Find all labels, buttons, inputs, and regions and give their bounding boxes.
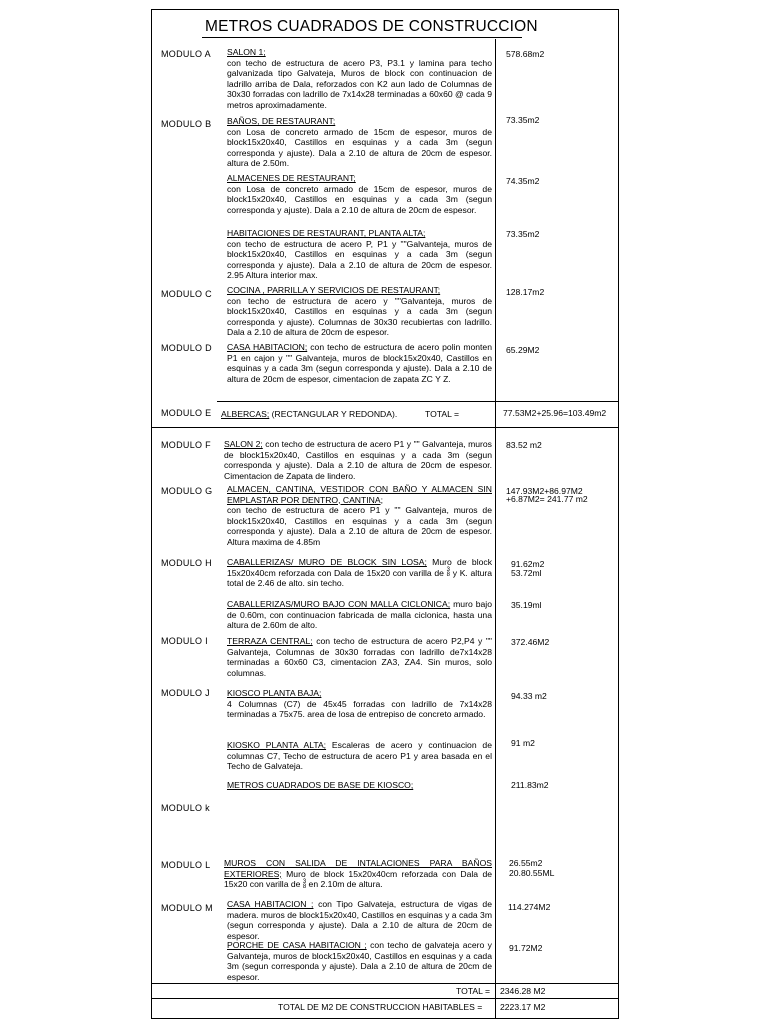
item-kiosco-planta-baja xyxy=(227,688,492,720)
item-description: con techo de estructura de acero P2,P4 y "" Galvanteja, Columnas de 30x30 forradas con ladrillo de7x14x28 terminadas a 60x60 C3, cimentacion ZA3, ZA4. Sin muros, solo columnas. xyxy=(227,636,492,678)
module-label: MODULO F xyxy=(161,440,211,450)
item-length: 35.19ml xyxy=(511,600,542,610)
item-porche xyxy=(227,940,492,982)
item-description: y K. altura total de 2.46 de alto. sin techo. xyxy=(227,567,493,589)
item-heading: CASA HABITACION; xyxy=(227,342,308,352)
module-label: MODULO A xyxy=(161,49,211,59)
item-length: 53.72ml xyxy=(511,568,542,578)
item-description: con techo de estructura de acero P3, P3.1 y lamina para techo galvanizada tipo Galvateja, Muros de block con continuacion de ladrillo arriba de Dala, reforzados con K2 aun lado de Columnas de 30x30 forradas con ladrillo de 7x14x28 terminadas a 60x60 @ cada 9 metros aproximadamente. xyxy=(227,57,492,110)
item-description: con techo de estructura de acero P1 y "" Galvanteja, muros de block15x20x40, Castillos en esquinas y a cada 3m (segun corresponda y ajuste). Dala a 2.10 de altura de 20cm de espesor. Altura maxima de 4.85m xyxy=(227,505,492,547)
item-description: con techo de estructura de acero polin monten P1 en cajon y "" Galvanteja, muros de block15x20x40, Castillos en esquinas y a cada 3m (segun corresponda y ajuste). Dala a 2.10 de altura de 20cm de espesor, cimentacion de zapata ZC Y Z. xyxy=(227,342,492,384)
item-heading: TERRAZA CENTRAL; xyxy=(227,636,313,646)
module-label: MODULO G xyxy=(161,486,213,496)
item-heading: ALMACEN, CANTINA, VESTIDOR CON BAÑO Y ALMACEN SIN EMPLASTAR POR DENTRO, CANTINA; xyxy=(227,484,492,505)
title-underline xyxy=(202,37,522,38)
item-description: con techo de estructura de acero y ""Galvanteja, muros de block15x20x40, Castillos en esquinas y a cada 3m (segun corresponda y ajuste). Columnas de 30x30 recubiertas con ladrillo. Dala a 2.10 de altura de 20cm de espesor. xyxy=(227,295,492,338)
item-casa-habitacion xyxy=(227,342,492,384)
item-terraza xyxy=(227,636,492,678)
item-area: 83.52 m2 xyxy=(506,440,542,450)
item-heading: CABALLERIZAS/MURO BAJO CON MALLA CICLONICA; xyxy=(227,599,451,609)
row-divider xyxy=(217,401,619,402)
item-heading: SALON 2; xyxy=(224,439,263,449)
item-area: 73.35m2 xyxy=(506,115,540,125)
item-description: Muro de block 15x20x40cm reforzada con Dala de 15x20 con varilla de xyxy=(227,557,492,578)
item-area: +6.87M2= 241.77 m2 xyxy=(506,494,588,504)
item-banos xyxy=(227,116,492,169)
item-salon-2 xyxy=(224,439,492,481)
item-area: 26.55m2 xyxy=(509,858,543,868)
item-area: 91 m2 xyxy=(511,738,535,748)
item-heading: KIOSCO PLANTA BAJA; xyxy=(227,688,322,698)
item-area: 91.62m2 xyxy=(511,559,545,569)
albercas-total-label: TOTAL = xyxy=(425,409,459,419)
module-label: MODULO E xyxy=(161,408,212,418)
item-area: 74.35m2 xyxy=(506,176,540,186)
module-label: MODULO L xyxy=(161,860,211,870)
item-caballerizas-malla xyxy=(227,599,492,631)
item-area: 94.33 m2 xyxy=(511,691,547,701)
fraction-denominator: 8 xyxy=(446,572,451,579)
item-area: 77.53M2+25.96=103.49m2 xyxy=(503,408,607,418)
item-description: con Losa de concreto armado de 15cm de espesor, muros de block15x20x40, Castillos en esquinas y a cada 3m (segun corresponda y ajuste). Dala a 2.10 de altura de 20cm de espesor. altura de 2.50m. xyxy=(227,126,492,169)
total-label: TOTAL = xyxy=(456,986,490,996)
item-description: en 2.10m de altura. xyxy=(306,879,383,890)
item-description: con techo de estructura de acero P, P1 y ""Galvanteja, muros de block15x20x40, Castillos en esquinas y a cada 3m (segun corresponda y ajuste). Dala a 2.10 de altura de 20cm de espesor. 2.95 Altura interior max. xyxy=(227,238,492,281)
fraction-numerator: 3 xyxy=(302,878,307,885)
item-heading: PORCHE DE CASA HABITACION ; xyxy=(227,940,367,950)
module-label: MODULO C xyxy=(161,289,212,299)
module-label: MODULO B xyxy=(161,119,212,129)
item-area: 91.72M2 xyxy=(509,943,543,953)
item-area: 578.68m2 xyxy=(506,49,545,59)
item-area: 114.274M2 xyxy=(508,902,551,912)
item-almacen-cantina xyxy=(227,484,492,548)
item-heading: BAÑOS, DE RESTAURANT; xyxy=(227,116,336,126)
item-area: 128.17m2 xyxy=(506,287,545,297)
item-heading: SALON 1; xyxy=(227,47,266,57)
page-title: METROS CUADRADOS DE CONSTRUCCION xyxy=(205,18,538,35)
item-description: con techo de galvateja acero y Galvanteja, muros de block15x20x40, Castillos en esquinas y a cada 3m (segun corresponda y ajuste). Dala a 2.10 de altura de 20cm de espesor. xyxy=(227,940,492,982)
module-label: MODULO M xyxy=(161,903,213,913)
module-label: MODULO D xyxy=(161,343,212,353)
item-area: 73.35m2 xyxy=(506,229,540,239)
item-area: 147.93M2+86.97M2 xyxy=(506,486,583,496)
item-length: 20.80.55ML xyxy=(509,868,555,878)
row-divider xyxy=(151,998,619,999)
module-label: MODULO J xyxy=(161,688,210,698)
module-label: MODULO I xyxy=(161,636,208,646)
item-heading: CASA HABITACION ; xyxy=(227,899,314,909)
item-heading: ALBERCAS; xyxy=(221,409,270,419)
item-heading: METROS CUADRADOS DE BASE DE KIOSCO; xyxy=(227,780,414,790)
item-kiosko-planta-alta xyxy=(227,740,492,772)
habitables-total-label: TOTAL DE M2 DE CONSTRUCCION HABITABLES = xyxy=(278,1002,483,1012)
column-divider xyxy=(495,39,496,1019)
item-description: con techo de estructura de acero P1 y "" Galvanteja, muros de block15x20x40, Castillos en esquinas y a cada 3m (segun corresponda y ajuste). Dala a 2.10 de altura de 20cm de espesor. Cimentacion de Zapata de lindero. xyxy=(224,439,492,481)
item-heading: CABALLERIZAS/ MURO DE BLOCK SIN LOSA; xyxy=(227,557,427,567)
fraction-numerator: 3 xyxy=(446,567,451,574)
item-cocina xyxy=(227,285,492,338)
total-value: 2346.28 M2 xyxy=(500,986,546,996)
item-salon-1 xyxy=(227,47,492,111)
item-almacenes xyxy=(227,173,492,215)
item-description: Escaleras de acero y continuacion de columnas C7, Techo de estructura de acero P1 y area basada en el Techo de Galvateja. xyxy=(227,740,492,772)
module-label: MODULO k xyxy=(161,803,210,813)
item-description: Muro de block 15x20x40cm reforzada con Dala de 15x20 con varilla de xyxy=(224,868,492,890)
item-description: con Tipo Galvateja, estructura de vigas de madera. muros de block15x20x40, Castillos en esquinas y a cada 3m (segun corresponda y ajuste). Dala a 2.10 de altura de 20cm de espesor. xyxy=(227,899,492,941)
item-muros-salida xyxy=(224,858,492,890)
habitables-total-value: 2223.17 M2 xyxy=(500,1002,546,1012)
item-area: 372.46M2 xyxy=(511,637,550,647)
item-heading: COCINA , PARRILLA Y SERVICIOS DE RESTAURANT; xyxy=(227,285,441,295)
item-area: 65.29M2 xyxy=(506,345,540,355)
item-heading: KIOSKO PLANTA ALTA; xyxy=(227,740,327,750)
item-heading: MUROS CON SALIDA DE INTALACIONES PARA BAÑOS EXTERIORES; xyxy=(224,858,492,879)
item-description: con Losa de concreto armado de 15cm de espesor, muros de block15x20x40, Castillos en esquinas y a cada 3m (segun corresponda y ajuste). Dala a 2.10 de altura de 20cm de espesor. xyxy=(227,183,492,215)
item-heading: ALMACENES DE RESTAURANT; xyxy=(227,173,356,183)
item-habitaciones xyxy=(227,228,492,281)
item-heading: HABITACIONES DE RESTAURANT, PLANTA ALTA; xyxy=(227,228,426,238)
item-description: muro bajo de 0.60m, con continuacion fabricada de malla ciclonica, hasta una altura de 2.60m de alto. xyxy=(227,599,492,631)
row-divider xyxy=(151,983,619,984)
item-description: (RECTANGULAR Y REDONDA). xyxy=(269,409,398,419)
item-casa-habitacion-2 xyxy=(227,899,492,941)
module-label: MODULO H xyxy=(161,558,212,568)
row-divider xyxy=(151,427,619,428)
item-area: 211.83m2 xyxy=(511,780,549,790)
item-base-kiosco xyxy=(227,780,492,791)
fraction-denominator: 8 xyxy=(302,883,307,890)
item-caballerizas-block xyxy=(227,557,492,589)
item-description: 4 Columnas (C7) de 45x45 forradas con ladrillo de 7x14x28 terminadas a 75x75. area de losa de entrepiso de concreto armado. xyxy=(227,698,492,720)
